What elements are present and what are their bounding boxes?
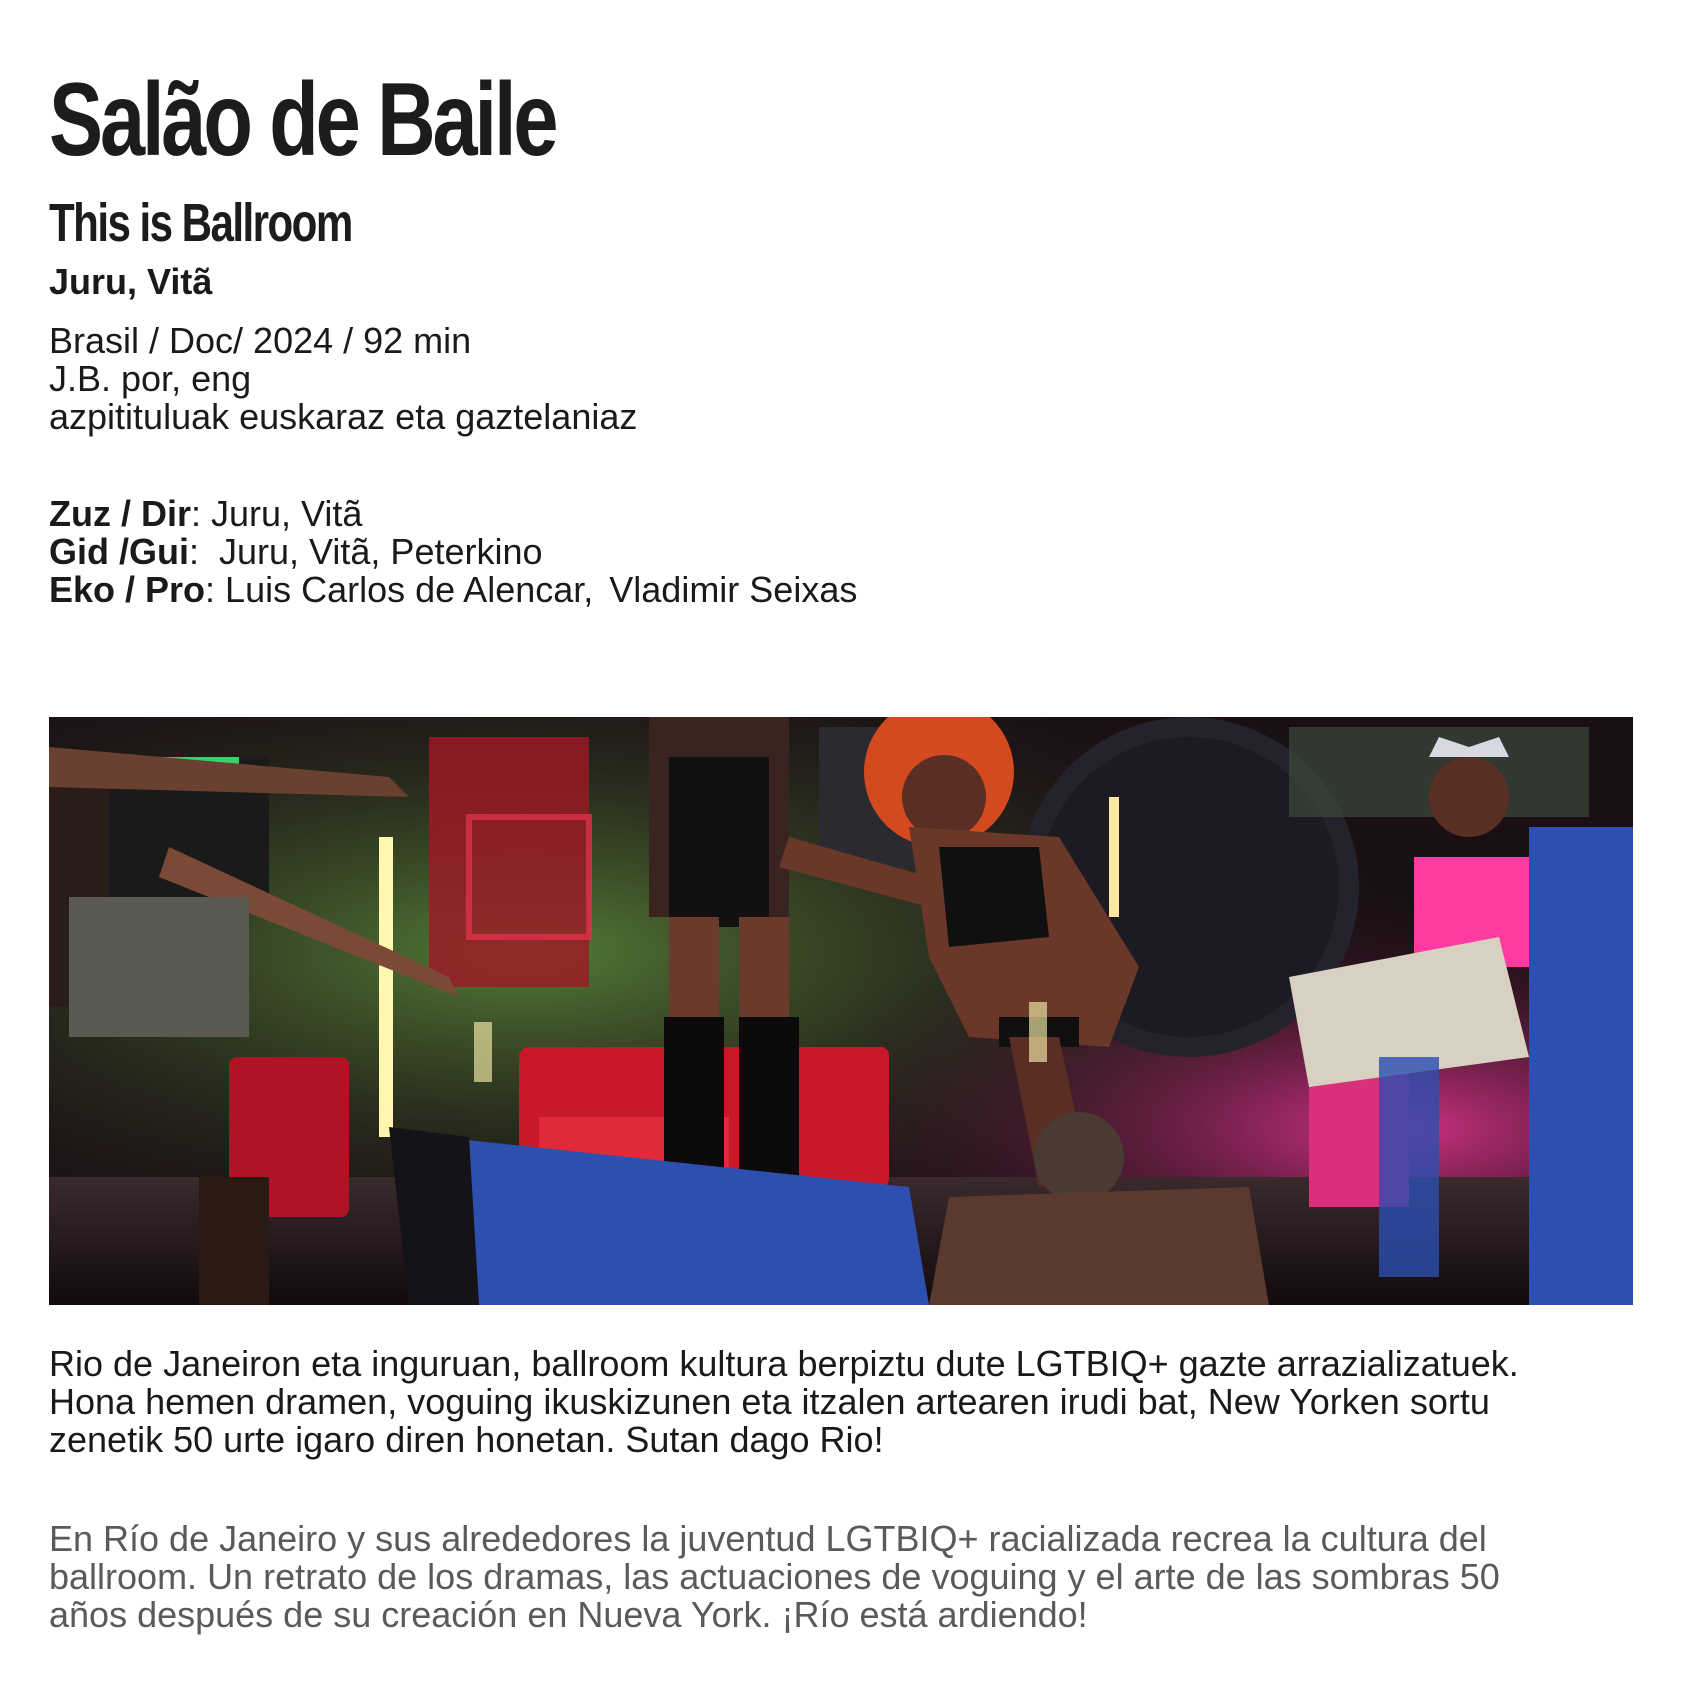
synopsis-basque-line-3: zenetik 50 urte igaro diren honetan. Sutan dago Rio!	[49, 1419, 884, 1460]
credit-writer-label: Gid /Gui	[49, 531, 189, 572]
synopsis-basque-line-1: Rio de Janeiron eta inguruan, ballroom kultura berpiztu dute LGTBIQ+ gazte arrazializatuek.	[49, 1343, 1519, 1384]
synopsis-spanish-line-3: años después de su creación en Nueva York. ¡Río está ardiendo!	[49, 1594, 1088, 1635]
film-credits	[49, 495, 857, 609]
credit-producer	[49, 571, 857, 609]
film-title: Salão de Baile	[49, 62, 556, 178]
synopsis-spanish-line-2: ballroom. Un retrato de los dramas, las actuaciones de voguing y el arte de las sombras 50	[49, 1556, 1500, 1597]
credit-producer-value: : Luis Carlos de Alencar,	[205, 569, 594, 610]
meta-subtitles: azpitituluak euskaraz eta gaztelaniaz	[49, 396, 638, 437]
credit-director-value: : Juru, Vitã	[191, 493, 363, 534]
credit-writer	[49, 533, 857, 571]
synopsis-basque	[49, 1345, 1649, 1459]
directors-heading: Juru, Vitã	[49, 261, 213, 302]
synopsis-spanish	[49, 1520, 1649, 1634]
film-meta	[49, 322, 637, 436]
credit-producer-value-2: Vladimir Seixas	[609, 569, 858, 610]
film-subtitle: This is Ballroom	[49, 193, 352, 253]
film-still-image	[49, 717, 1633, 1305]
meta-country-year-duration: Brasil / Doc/ 2024 / 92 min	[49, 320, 472, 361]
synopsis-spanish-line-1: En Río de Janeiro y sus alrededores la juventud LGTBIQ+ racializada recrea la cultura del	[49, 1518, 1487, 1559]
credit-director-label: Zuz / Dir	[49, 493, 191, 534]
credit-director	[49, 495, 857, 533]
credit-producer-label: Eko / Pro	[49, 569, 206, 610]
synopsis-basque-line-2: Hona hemen dramen, voguing ikuskizunen eta itzalen artearen irudi bat, New Yorken sortu	[49, 1381, 1490, 1422]
meta-languages: J.B. por, eng	[49, 358, 252, 399]
credit-writer-value: : Juru, Vitã, Peterkino	[189, 531, 543, 572]
